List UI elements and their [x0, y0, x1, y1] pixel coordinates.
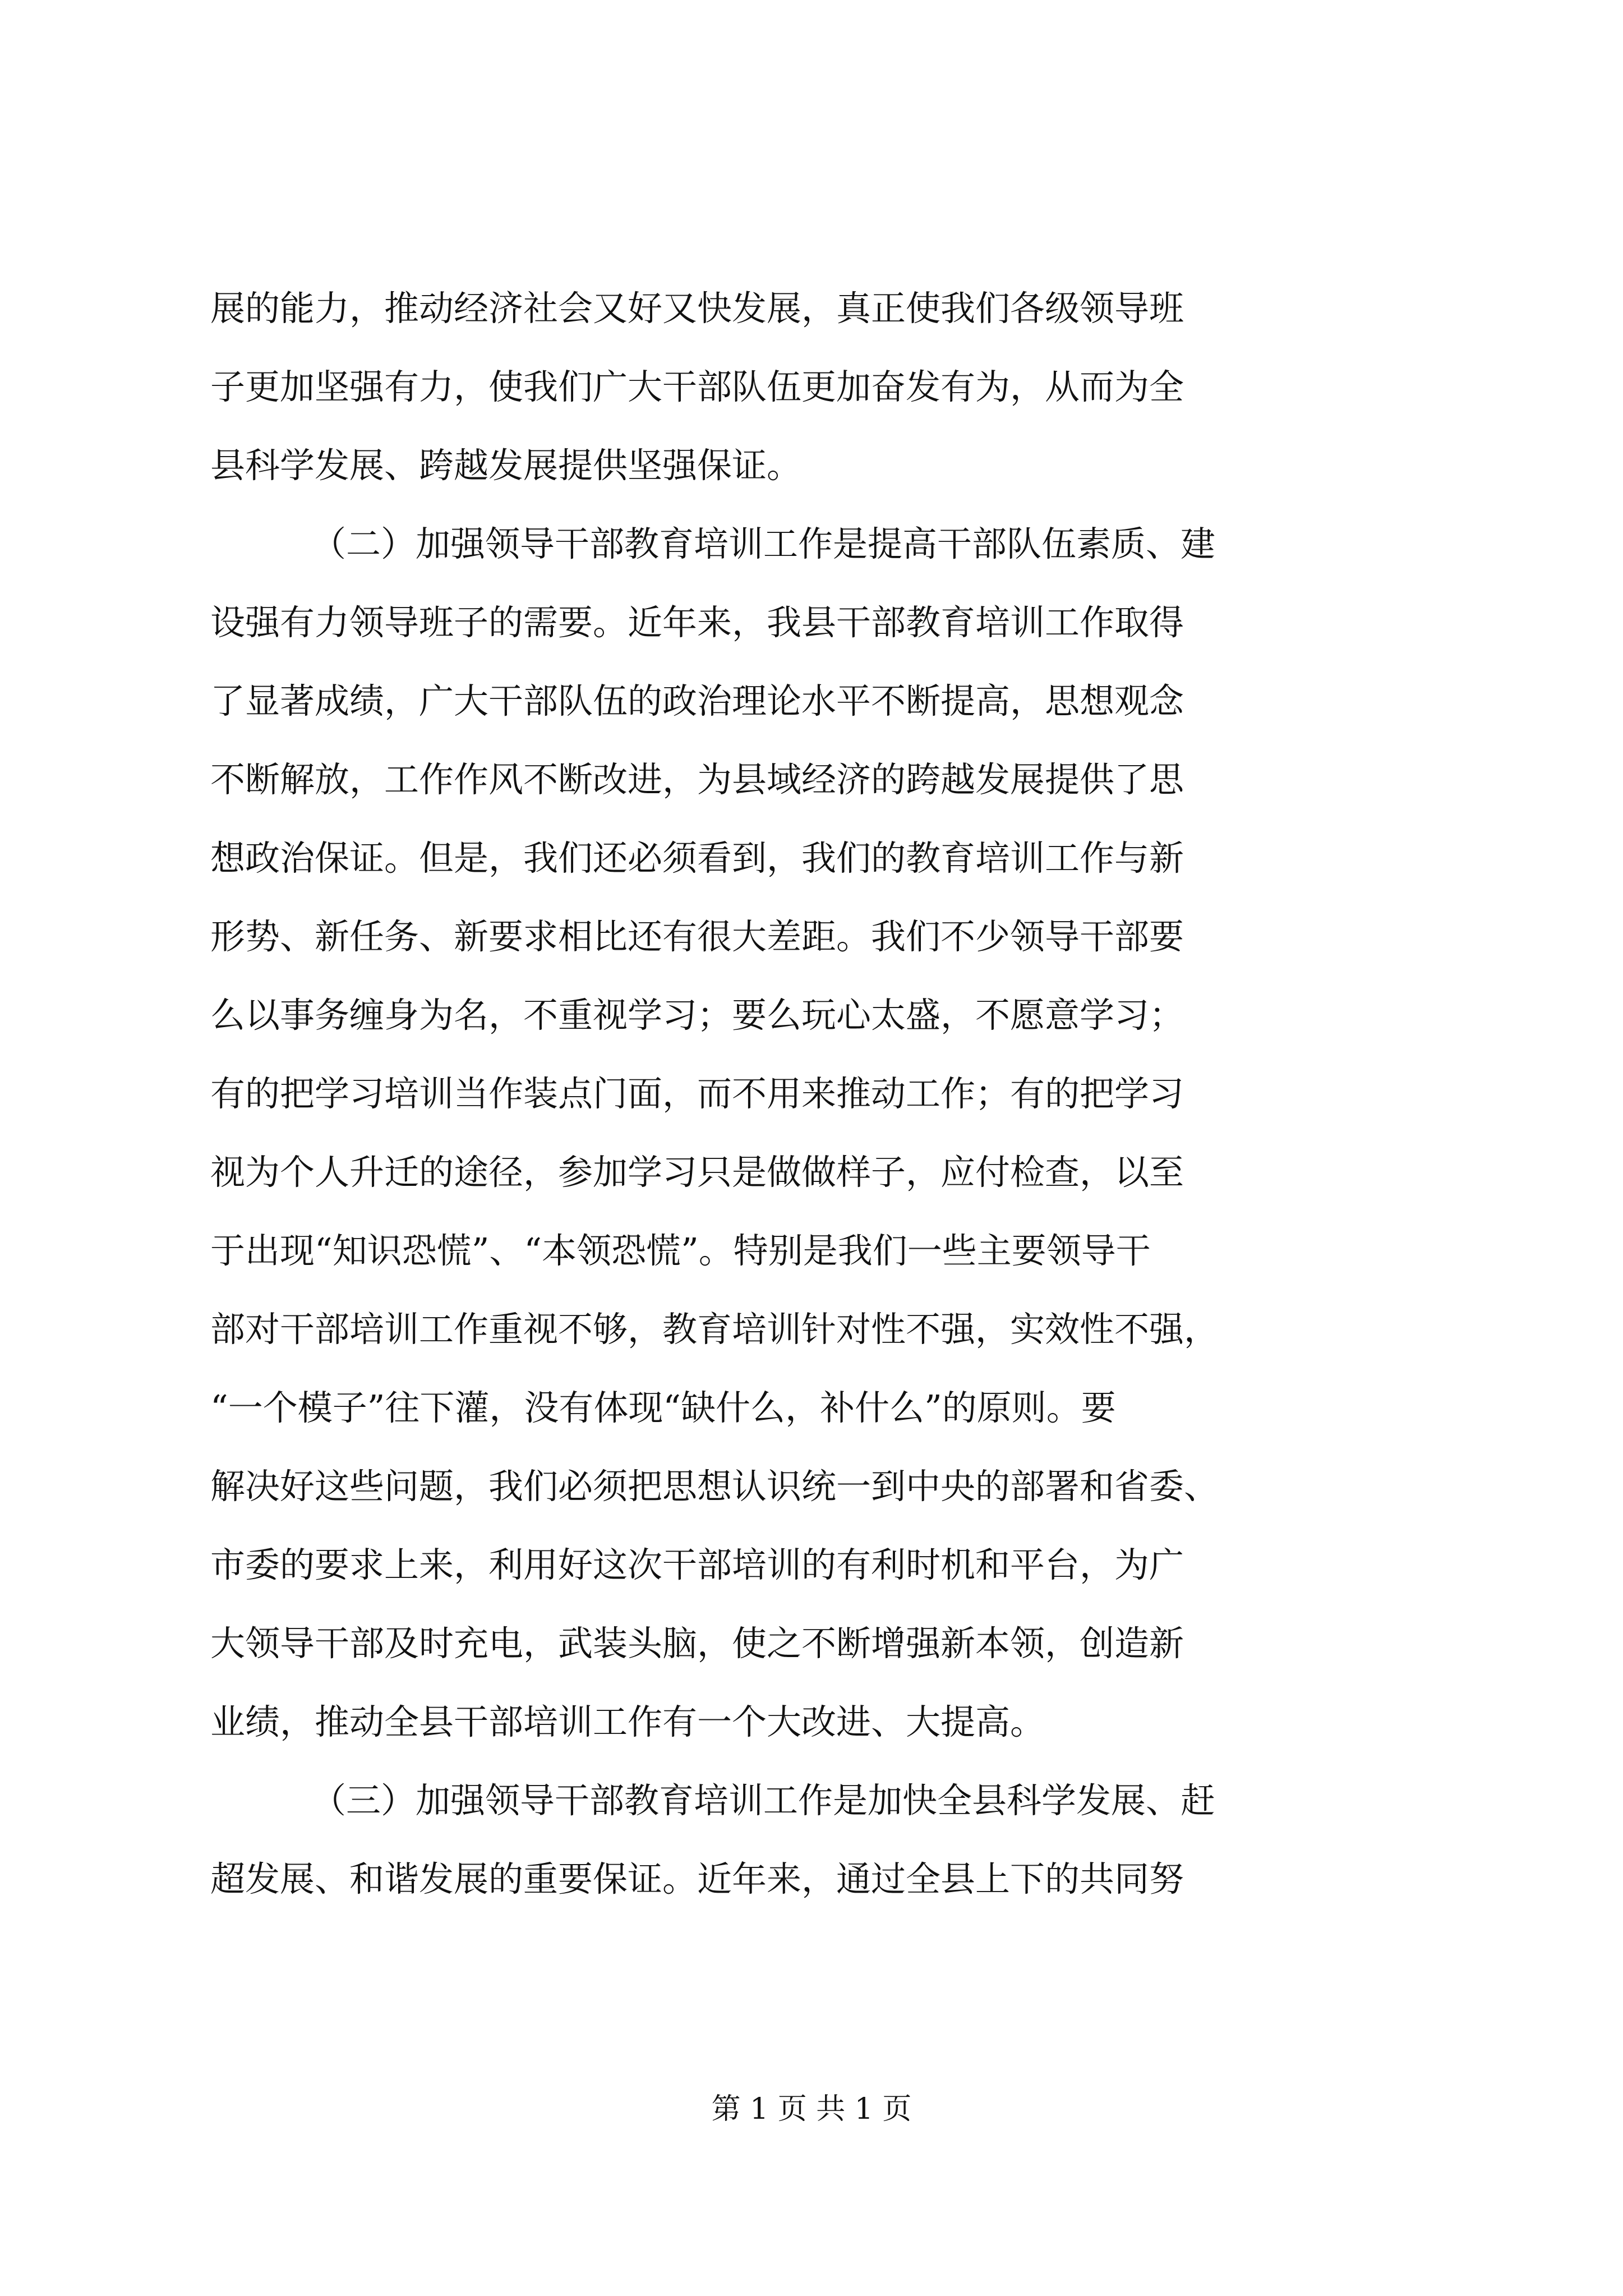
- text-line-19: 业绩，推动全县干部培训工作有一个大改进、大提高。: [210, 1701, 1045, 1742]
- text-line-3: 县科学发展、跨越发展提供坚强保证。: [210, 445, 802, 486]
- paragraph-start-3: （三）加强领导干部教育培训工作是加快全县科学发展、赶: [311, 1780, 1216, 1821]
- text-line-17: 市委的要求上来，利用好这次干部培训的有利时机和平台，为广: [210, 1544, 1184, 1585]
- text-line-9: 形势、新任务、新要求相比还有很大差距。我们不少领导干部要: [210, 916, 1184, 957]
- text-line-10: 么以事务缠身为名，不重视学习；要么玩心太盛，不愿意学习；: [210, 995, 1184, 1036]
- text-line-15: “一个模子”往下灌，没有体现“缺什么，补什么”的原则。要: [210, 1387, 1116, 1428]
- page-footer: 第 1 页 共 1 页: [711, 2092, 912, 2126]
- text-line-6: 了显著成绩，广大干部队伍的政治理论水平不断提高，思想观念: [210, 680, 1184, 721]
- text-line-2: 子更加坚强有力，使我们广大干部队伍更加奋发有为，从而为全: [210, 366, 1184, 407]
- text-line-7: 不断解放，工作作风不断改进，为县域经济的跨越发展提供了思: [210, 759, 1184, 800]
- text-line-21: 超发展、和谐发展的重要保证。近年来，通过全县上下的共同努: [210, 1858, 1184, 1899]
- text-line-8: 想政治保证。但是，我们还必须看到，我们的教育培训工作与新: [210, 838, 1184, 878]
- text-line-16: 解决好这些问题，我们必须把思想认识统一到中央的部署和省委、: [210, 1466, 1219, 1507]
- text-line-12: 视为个人升迁的途径，参加学习只是做做样子，应付检查，以至: [210, 1152, 1184, 1193]
- text-line-1: 展的能力，推动经济社会又好又快发展，真正使我们各级领导班: [210, 288, 1184, 329]
- text-line-5: 设强有力领导班子的需要。近年来，我县干部教育培训工作取得: [210, 602, 1184, 643]
- text-line-13: 于出现“知识恐慌”、“本领恐慌”。特别是我们一些主要领导干: [210, 1230, 1151, 1271]
- paragraph-start-2: （二）加强领导干部教育培训工作是提高干部队伍素质、建: [311, 523, 1216, 564]
- text-line-18: 大领导干部及时充电，武装头脑，使之不断增强新本领，创造新: [210, 1623, 1184, 1664]
- text-line-14: 部对干部培训工作重视不够，教育培训针对性不强，实效性不强，: [210, 1309, 1219, 1350]
- text-line-11: 有的把学习培训当作装点门面，而不用来推动工作；有的把学习: [210, 1073, 1184, 1114]
